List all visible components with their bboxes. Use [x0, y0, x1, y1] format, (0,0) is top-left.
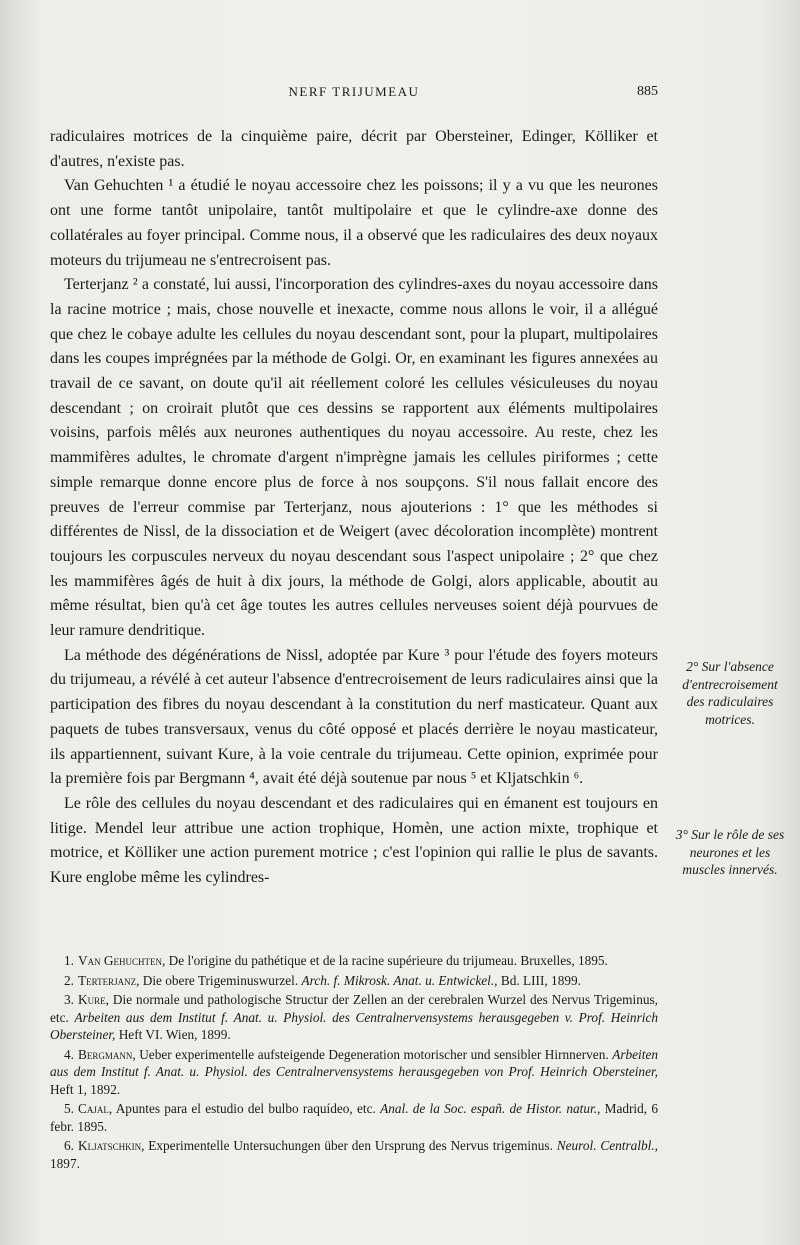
- page-number: 885: [637, 84, 658, 99]
- footnote-5: 5. Cajal, Apuntes para el estudio del bulbo raquídeo, etc. Anal. de la Soc. españ. de Histor. natur., Madrid, 6 febr. 1895.: [50, 1101, 658, 1134]
- footnote-6: 6. Kljatschkin, Experimentelle Untersuchungen über den Ursprung des Nervus trigeminus. Neurol. Centralbl., 1897.: [50, 1138, 658, 1171]
- running-title: NERF TRIJUMEAU: [288, 84, 420, 99]
- footnote-4: 4. Bergmann, Ueber experimentelle aufsteigende Degeneration motorischer und sensibler Hirnnerven. Arbeiten aus dem Institut f. Anat. u. Physiol. des Centralnervensystems herausgegeben von Prof. Heinrich Obersteiner, Heft 1, 1892.: [50, 1046, 658, 1097]
- paragraph-2: Van Gehuchten ¹ a étudié le noyau accessoire chez les poissons; il y a vu que les neurones ont une forme tantôt unipolaire, tantôt multipolaire et que le cylindre-axe donne des collatérales au foyer principal. Comme nous, il a observé que les radiculaires des deux noyaux moteurs du trijumeau ne s'entrecroisent pas.: [50, 177, 658, 269]
- paragraph-5: Le rôle des cellules du noyau descendant et des radiculaires qui en émanent est toujours en litige. Mendel leur attribue une action trophique, Homèn, une action mixte, trophique et motrice, et Kölliker une action purement motrice ; c'est l'opinion qui rallie le plus de savants. Kure englobe même les cylindres-: [50, 794, 658, 887]
- main-text: [50, 125, 658, 891]
- margin-note-absence-entrecroisement: 2° Sur l'absence d'entrecroisement des radiculaires motrices.: [682, 659, 778, 727]
- margin-note-role-neurones: 3° Sur le rôle de ses neurones et les muscles innervés.: [675, 827, 785, 877]
- footnote-1: 1. Van Gehuchten, De l'origine du pathétique et de la racine supérieure du trijumeau. Bruxelles, 1895.: [64, 953, 608, 968]
- paragraph-4: La méthode des dégénérations de Nissl, adoptée par Kure ³ pour l'étude des foyers moteurs du trijumeau, a révélé à cet auteur l'absence d'entrecroisement de leurs radiculaires ainsi que la participation des fibres du noyau descendant à la constitution du nerf masticateur. Quant aux paquets de tubes transversaux, venus du côté opposé et placés derrière le noyau masticateur, ils appartiennent, suivant Kure, à la voie centrale du trijumeau. Cette opinion, exprimée pour la première fois par Bergmann ⁴, avait été déjà soutenue par nous ⁵ et Kljatschkin ⁶.: [50, 646, 658, 788]
- paragraph-1: radiculaires motrices de la cinquième paire, décrit par Obersteiner, Edinger, Kölliker et d'autres, n'existe pas.: [50, 128, 658, 170]
- footnote-3: 3. Kure, Die normale und pathologische Structur der Zellen an der cerebralen Wurzel des Nervus Trigeminus, etc. Arbeiten aus dem Institut f. Anat. u. Physiol. des Centralnervensystems herausgegeben v. Prof. Heinrich Obersteiner, Heft VI. Wien, 1899.: [50, 992, 659, 1042]
- footnotes: [50, 952, 658, 1174]
- page-header: [50, 84, 658, 106]
- footnote-2: 2. Terterjanz, Die obere Trigeminuswurzel. Arch. f. Mikrosk. Anat. u. Entwickel., Bd. LIII, 1899.: [64, 972, 581, 988]
- paragraph-3: Terterjanz ² a constaté, lui aussi, l'incorporation des cylindres-axes du noyau accessoire dans la racine motrice ; mais, chose nouvelle et inexacte, comme nous allons le voir, il a allégué que chez le cobaye adulte les cellules du noyau descendant sont, pour la plupart, multipolaires dans les coupes imprégnées par la méthode de Golgi. Or, en examinant les figures annexées au travail de ce savant, on doute qu'il ait réellement coloré les cellules vésiculeuses du noyau descendant ; on croirait plutôt que ces dessins se rapportent aux éléments multipolaires voisins, parfois mêlés aux neurones authentiques du noyau accessoire. Au reste, chez les mammifères adultes, le chromate d'argent n'imprègne jamais les cellules piriformes ; cette simple remarque donne encore plus de force à nos soupçons. S'il nous fallait encore des preuves de l'erreur commise par Terterjanz, nous ajouterions : 1° que les méthodes si différentes de Nissl, de la dissociation et de Weigert (avec décoloration incomplète) montrent toujours les corpuscules nerveux du noyau descendant sous l'aspect unipolaire ; 2° que chez les mammifères âgés de huit à dix jours, la méthode de Golgi, alors applicable, aboutit au même résultat, bien qu'à cet âge toutes les autres cellules nerveuses soient déjà pourvues de leur ramure dendritique.: [50, 276, 658, 640]
